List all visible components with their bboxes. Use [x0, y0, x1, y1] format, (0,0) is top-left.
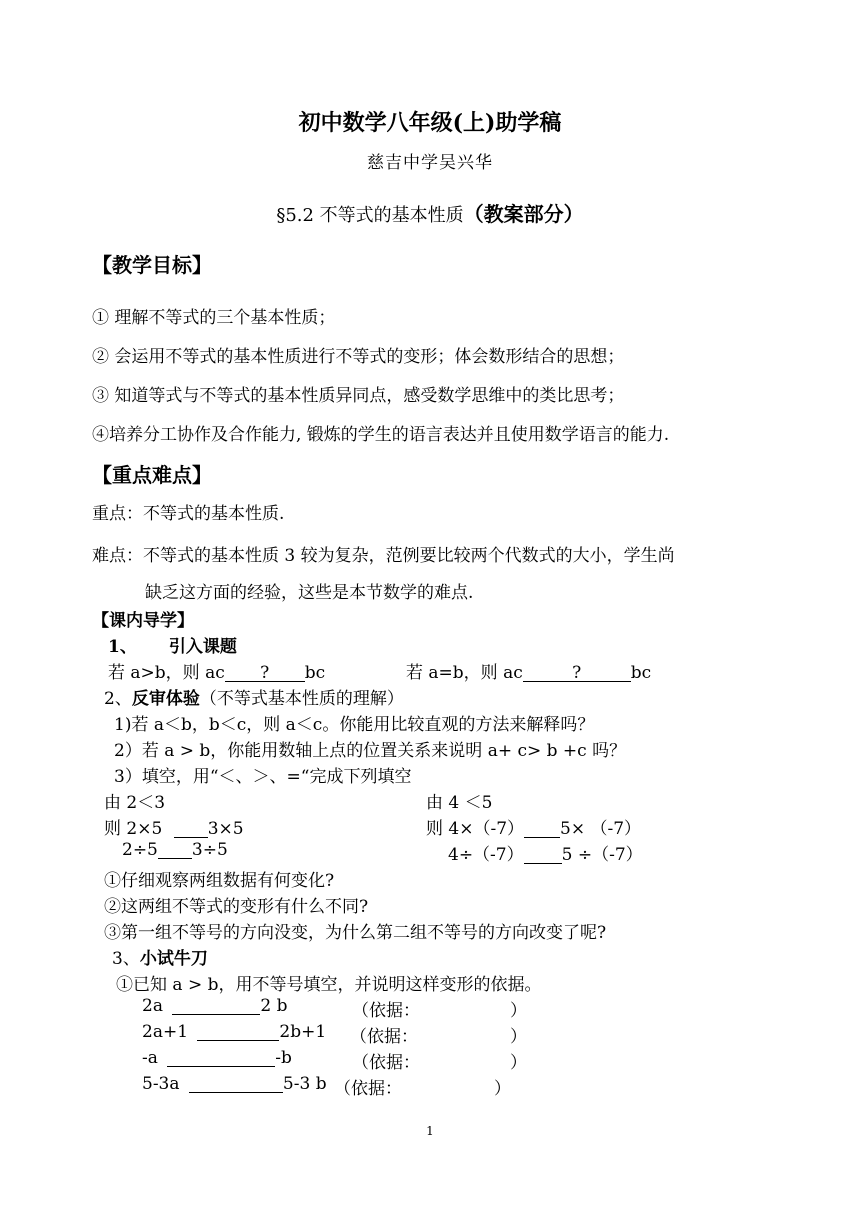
left-premise: 由 2＜3 — [104, 793, 166, 813]
step-title: 小试牛刀 — [139, 949, 208, 969]
step-2-heading: 2、反审体验（不等式基本性质的理解） — [104, 689, 404, 709]
exercise-basis: （依据： ） — [350, 1027, 527, 1047]
right-multiply: 则 4×（-7） 5× （-7） — [426, 819, 642, 839]
intro-line-right: 若 a=b，则 ac ? bc — [406, 663, 652, 683]
observation-2: ②这两组不等式的变形有什么不同? — [104, 897, 369, 917]
right-divide: 4÷（-7） 5 ÷（-7） — [448, 845, 643, 865]
goal-item: ③ 知道等式与不等式的基本性质异同点，感受数学思维中的类比思考； — [92, 386, 625, 406]
exercise-row: 2a 2 b — [142, 996, 288, 1016]
question-3: 3）填空，用“＜、＞、=“完成下列填空 — [114, 767, 412, 787]
guide-heading: 【课内导学】 — [92, 611, 194, 631]
section-title-main: §5.2 不等式的基本性质 — [276, 205, 464, 226]
goals-heading: 【教学目标】 — [92, 253, 212, 277]
goal-item: ② 会运用不等式的基本性质进行不等式的变形；体会数形结合的思想； — [92, 347, 625, 367]
basis-blank[interactable] — [418, 1029, 510, 1045]
left-divide: 2÷5 3÷5 — [122, 840, 228, 860]
observation-3: ③第一组不等号的方向没变，为什么第二组不等号的方向改变了呢? — [104, 923, 607, 943]
page-title: 初中数学八年级(上)助学稿 — [298, 110, 562, 136]
intro-line-left: 若 a>b，则 ac ? bc — [108, 663, 326, 683]
step-number: 1、 — [108, 637, 137, 657]
observation-1: ①仔细观察两组数据有何变化? — [104, 871, 335, 891]
basis-blank[interactable] — [420, 1003, 510, 1019]
difficult-point: 难点：不等式的基本性质 3 较为复杂，范例要比较两个代数式的大小，学生尚 — [92, 546, 675, 566]
page-number: 1 — [426, 1124, 434, 1138]
exercise-intro: ①已知 a > b，用不等号填空，并说明这样变形的依据。 — [116, 975, 542, 995]
exercise-row: -a -b — [142, 1048, 292, 1068]
exercise-basis: （依据： ） — [352, 1053, 527, 1073]
step-title: 引入课题 — [168, 637, 237, 657]
answer-blank[interactable] — [197, 1024, 279, 1041]
author-line: 慈吉中学吴兴华 — [367, 153, 493, 173]
basis-blank[interactable] — [402, 1081, 494, 1097]
answer-blank[interactable] — [524, 847, 562, 864]
answer-blank[interactable] — [189, 1076, 283, 1093]
exercise-basis: （依据： ） — [352, 1001, 527, 1021]
answer-blank[interactable]: ? — [225, 665, 305, 682]
answer-blank[interactable] — [172, 998, 260, 1015]
keypoints-heading: 【重点难点】 — [92, 463, 212, 487]
right-premise: 由 4 ＜5 — [426, 793, 493, 813]
question-1: 1)若 a＜b，b＜c，则 a＜c。你能用比较直观的方法来解释吗？ — [114, 715, 595, 735]
answer-blank[interactable] — [158, 842, 192, 859]
key-point: 重点：不等式的基本性质. — [92, 504, 285, 524]
basis-blank[interactable] — [420, 1055, 510, 1071]
difficult-point-cont: 缺乏这方面的经验，这些是本节数学的难点. — [145, 583, 474, 603]
exercise-basis: （依据： ） — [334, 1079, 511, 1099]
step-1-heading — [108, 632, 237, 657]
answer-blank[interactable] — [174, 821, 208, 838]
step-title: 反审体验 — [131, 689, 200, 709]
section-title-suffix: （教案部分） — [463, 202, 584, 226]
step-3-heading: 3、小试牛刀 — [112, 949, 208, 969]
answer-blank[interactable]: ? — [523, 665, 631, 682]
goal-item: ④培养分工协作及合作能力, 锻炼的学生的语言表达并且使用数学语言的能力. — [92, 425, 670, 445]
answer-blank[interactable] — [524, 821, 560, 838]
exercise-row: 2a+1 2b+1 — [142, 1022, 327, 1042]
section-title — [0, 198, 860, 227]
answer-blank[interactable] — [167, 1050, 275, 1067]
goal-item: ① 理解不等式的三个基本性质； — [92, 308, 336, 328]
left-multiply: 则 2×5 3×5 — [104, 819, 244, 839]
question-2: 2）若 a > b，你能用数轴上点的位置关系来说明 a+ c> b +c 吗？ — [114, 741, 627, 761]
exercise-row: 5-3a 5-3 b — [142, 1074, 327, 1094]
